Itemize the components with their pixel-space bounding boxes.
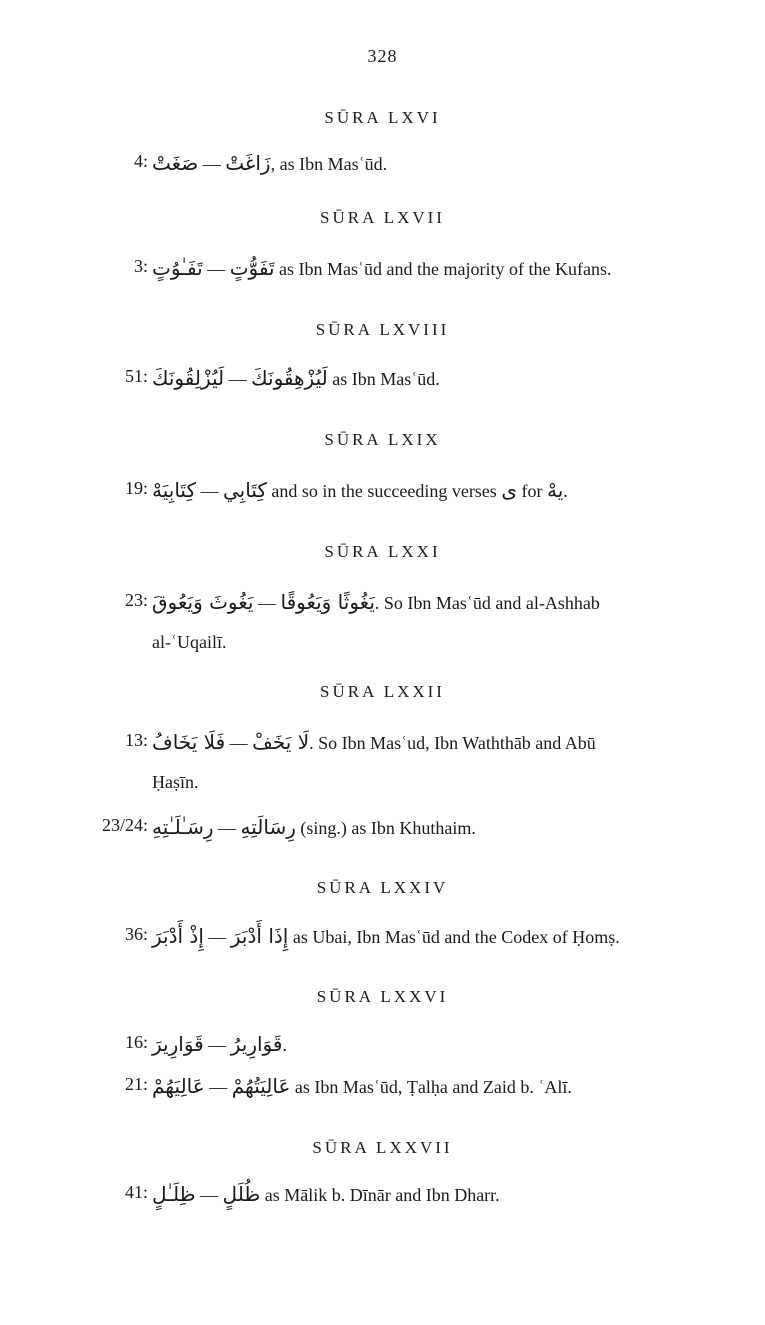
entry-note: and so in the succeeding verses	[266, 481, 497, 501]
arabic-variant: زَاغَتْ	[225, 151, 271, 175]
page-number: 328	[367, 46, 398, 66]
verse-ref: 23/24:	[101, 815, 148, 835]
arabic-reading: ظِلَـٰلٍ	[152, 1182, 196, 1206]
entry-note: (sing.) as Ibn Khuthaim.	[295, 818, 476, 838]
arabic-reading: فَلَا يَخَافُ	[152, 730, 226, 754]
sura-heading: SŪRA LXXII	[320, 682, 445, 701]
verse-ref: 36:	[124, 924, 148, 944]
entry-note: for	[516, 481, 547, 501]
dash: —	[257, 593, 276, 613]
entry-note: as Ubai, Ibn Masʿūd and the Codex of Ḥomṣ.	[288, 927, 620, 947]
dash: —	[207, 259, 226, 279]
verse-ref: 23:	[124, 590, 148, 610]
verse-ref: 3:	[133, 256, 148, 276]
arabic-reading: لَيُزْلِقُونَكَ	[152, 366, 225, 390]
arabic-variant: تَفَوُّتٍ	[229, 256, 275, 280]
entry-note: as Mālik b. Dīnār and Ibn Dharr.	[260, 1185, 500, 1205]
arabic-variant: ظُلَلٍ	[222, 1182, 261, 1206]
verse-ref: 16:	[124, 1032, 148, 1052]
dash: —	[229, 733, 248, 753]
arabic-variant: كِتَابِي	[222, 478, 267, 502]
entry-note: .	[563, 481, 568, 501]
sura-heading: SŪRA LXVIII	[315, 320, 450, 339]
arabic-variant: عَالِيَتُهُمْ	[231, 1074, 291, 1098]
sura-heading: SŪRA LXXI	[324, 542, 441, 561]
dash: —	[208, 1035, 227, 1055]
dash: —	[228, 369, 247, 389]
arabic-variant: إِذَا أَدْبَرَ	[230, 924, 289, 948]
sura-heading: SŪRA LXVII	[320, 208, 445, 227]
entry-note: .	[282, 1035, 287, 1055]
sura-heading: SŪRA LXVI	[324, 108, 441, 127]
arabic-reading: رِسَـٰلَـٰتِهِ	[152, 815, 214, 839]
arabic-reading: إِذْ أَدْبَرَ	[152, 924, 204, 948]
entry-note: . So Ibn Masʿud, Ibn Waththāb and Abū	[309, 733, 596, 753]
entry-note: as Ibn Masʿūd and the majority of the Kufans.	[274, 259, 612, 279]
verse-ref: 4:	[133, 151, 148, 171]
verse-ref: 51:	[124, 366, 148, 386]
arabic-letter: يهْ	[546, 478, 564, 502]
sura-heading: SŪRA LXXVI	[316, 987, 449, 1006]
arabic-reading: قَوَارِيرَ	[152, 1032, 204, 1056]
dash: —	[200, 481, 219, 501]
arabic-reading: صَغَتْ	[152, 151, 199, 175]
entry-note: as Ibn Masʿūd.	[327, 369, 440, 389]
sura-heading: SŪRA LXXVII	[312, 1138, 453, 1157]
sura-heading: SŪRA LXXIV	[316, 878, 449, 897]
arabic-reading: تَفَـٰوُتٍ	[152, 256, 203, 280]
dash: —	[209, 1077, 228, 1097]
entry-note: . So Ibn Masʿūd and al-Ashhab	[374, 593, 600, 613]
verse-ref: 21:	[124, 1074, 148, 1094]
arabic-variant: يَغُوثًا وَيَعُوقًا	[280, 590, 375, 614]
arabic-letter: ى	[501, 478, 517, 502]
dash: —	[218, 818, 237, 838]
verse-ref: 13:	[124, 730, 148, 750]
arabic-reading: يَغُوثَ وَيَعُوقَ	[152, 590, 254, 614]
dash: —	[202, 154, 221, 174]
arabic-reading: كِتَابِيَهْ	[152, 478, 196, 502]
arabic-variant: لَا يَخَفْ	[252, 730, 310, 754]
arabic-reading: عَالِيَهُمْ	[152, 1074, 205, 1098]
entry-note: as Ibn Masʿūd, Ṭalḥa and Zaid b. ʿAlī.	[290, 1077, 572, 1097]
arabic-variant: رِسَالَتِهِ	[240, 815, 296, 839]
arabic-variant: قَوَارِيرُ	[230, 1032, 283, 1056]
dash: —	[208, 927, 227, 947]
entry-continuation: Ḥaṣīn.	[152, 772, 199, 792]
verse-ref: 19:	[124, 478, 148, 498]
arabic-variant: لَيُزْهِقُونَكَ	[251, 366, 328, 390]
dash: —	[200, 1185, 219, 1205]
entry-continuation: al-ʿUqailī.	[152, 632, 227, 652]
sura-heading: SŪRA LXIX	[324, 430, 441, 449]
verse-ref: 41:	[124, 1182, 148, 1202]
entry-note: , as Ibn Masʿūd.	[270, 154, 388, 174]
